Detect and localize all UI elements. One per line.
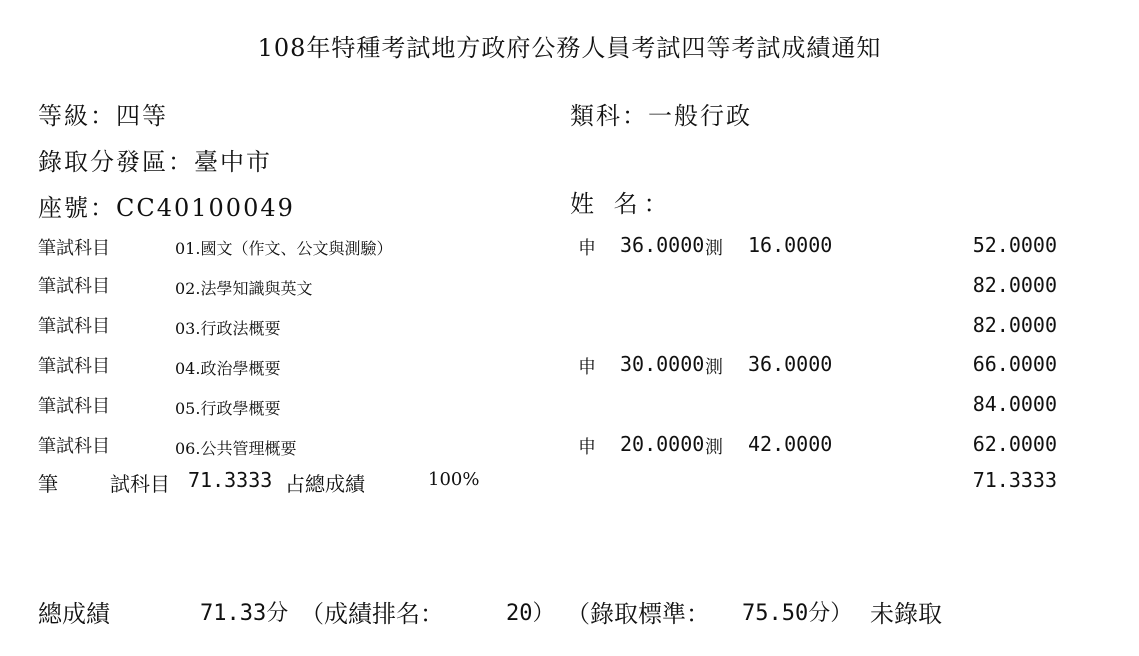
essay-label: 申 (578, 357, 596, 378)
total-score: 71.33分 (200, 601, 289, 626)
summary-label-part1: 筆 (38, 472, 58, 496)
essay-label: 申 (578, 238, 596, 259)
category-label: 類科：一般行政 (570, 102, 752, 130)
subject-category: 筆試科目 (38, 436, 110, 457)
test-label: 測 (705, 437, 723, 458)
subject-score: 82.0000 (972, 273, 1057, 297)
summary-share-label: 占總成績 (285, 472, 365, 496)
subject-score: 62.0000 (972, 432, 1057, 456)
subject-name: 06.公共管理概要 (175, 439, 297, 458)
result-status: 未錄取 (870, 600, 942, 628)
summary-percent: 100% (428, 469, 480, 490)
test-score: 42.0000 (748, 432, 833, 456)
subject-category: 筆試科目 (38, 276, 110, 297)
subject-name: 04.政治學概要 (175, 359, 281, 378)
grade-label: 等級：四等 (38, 102, 168, 130)
document-title: 108年特種考試地方政府公務人員考試四等考試成績通知 (257, 34, 882, 62)
subject-score: 82.0000 (972, 313, 1057, 337)
essay-score: 30.0000 (620, 352, 705, 376)
subject-name: 01.國文（作文、公文與測驗） (175, 239, 393, 258)
rank-value: 20） (506, 601, 555, 626)
name-label: 姓 名： (570, 190, 674, 218)
essay-score: 20.0000 (620, 432, 705, 456)
subject-category: 筆試科目 (38, 396, 110, 417)
total-label: 總成績 (38, 600, 110, 628)
subject-name: 02.法學知識與英文 (175, 279, 313, 298)
subject-name: 05.行政學概要 (175, 399, 281, 418)
essay-score: 36.0000 (620, 233, 705, 257)
test-score: 36.0000 (748, 352, 833, 376)
standard-value: 75.50分） (742, 601, 853, 626)
essay-label: 申 (578, 437, 596, 458)
seat-label: 座號：CC40100049 (38, 194, 295, 222)
test-label: 測 (705, 357, 723, 378)
subject-category: 筆試科目 (38, 238, 110, 259)
subject-category: 筆試科目 (38, 356, 110, 377)
region-label: 錄取分發區：臺中市 (38, 148, 272, 176)
summary-label-part2: 試科目 (110, 472, 170, 496)
subject-category: 筆試科目 (38, 316, 110, 337)
subject-score: 66.0000 (972, 352, 1057, 376)
test-score: 16.0000 (748, 233, 833, 257)
summary-average: 71.3333 (188, 468, 273, 492)
test-label: 測 (705, 238, 723, 259)
subject-score: 84.0000 (972, 392, 1057, 416)
rank-label: （成績排名： (300, 600, 444, 628)
standard-label: （錄取標準： (566, 600, 710, 628)
subject-name: 03.行政法概要 (175, 319, 281, 338)
summary-score: 71.3333 (972, 468, 1057, 492)
subject-score: 52.0000 (972, 233, 1057, 257)
